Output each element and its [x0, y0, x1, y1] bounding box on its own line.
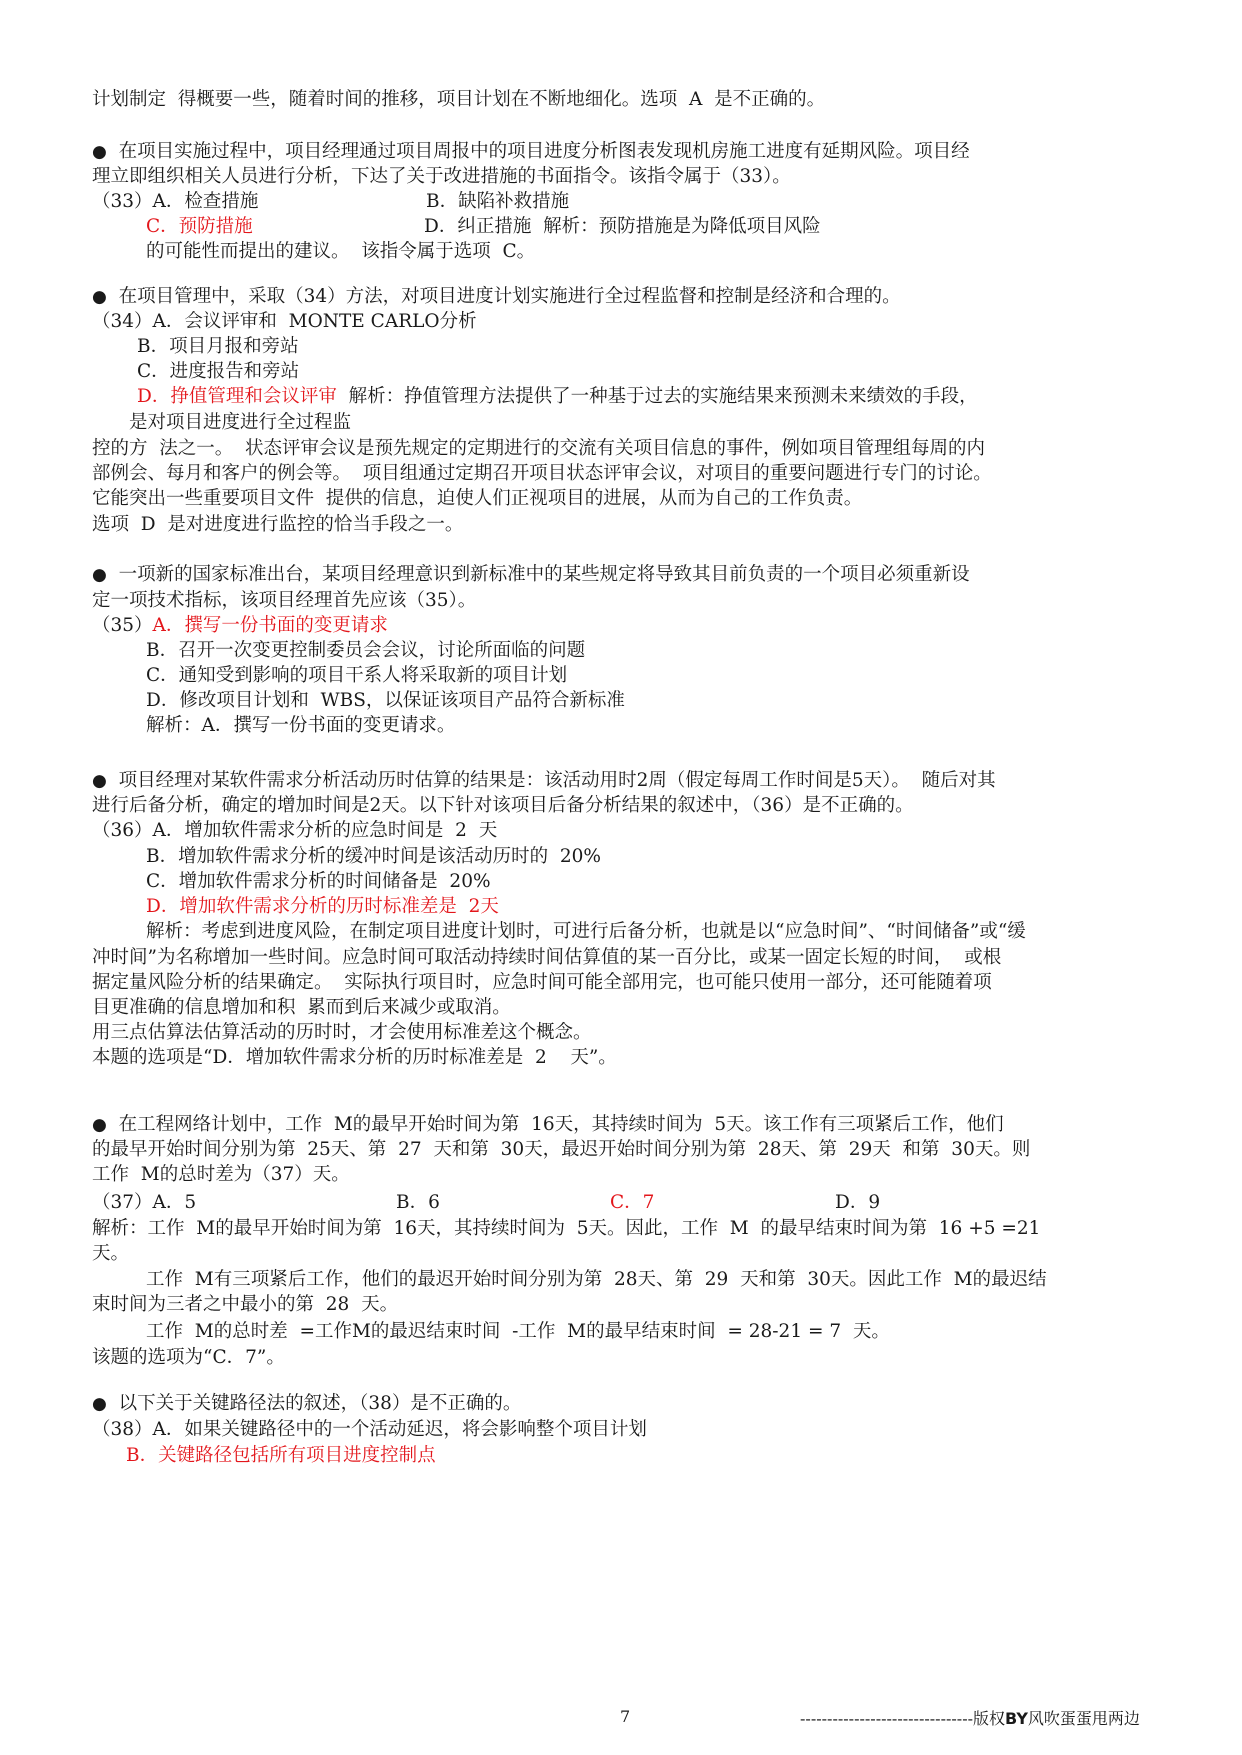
- question-line: ● 以下关于关键路径法的叙述，（38）是不正确的。: [92, 1393, 522, 1414]
- body-line: 该题的选项为“C．7”。: [92, 1347, 285, 1368]
- body-line: 解析：A．撰写一份书面的变更请求。: [146, 715, 456, 736]
- bullet-icon: ●: [92, 771, 107, 791]
- body-line: 解析：考虑到进度风险，在制定项目进度计划时，可进行后备分析，也就是以“应急时间”、“时间储备”或“缓: [146, 921, 1026, 942]
- answer-option: D．增加软件需求分析的历时标准差是 2天: [146, 896, 499, 917]
- option-line: C．增加软件需求分析的时间储备是 20%: [146, 871, 491, 892]
- option-line: B．增加软件需求分析的缓冲时间是该活动历时的 20%: [146, 846, 601, 867]
- bullet-icon: ●: [92, 287, 107, 307]
- option-line: （37）A．5: [92, 1192, 197, 1213]
- option-line: （33）A．检查措施: [92, 191, 259, 212]
- bullet-icon: ●: [92, 142, 107, 162]
- body-line: 用三点估算法估算活动的历时时，才会使用标准差这个概念。: [92, 1022, 592, 1043]
- body-line: 是对项目进度进行全过程监: [129, 412, 352, 433]
- option-line: B．召开一次变更控制委员会会议，讨论所面临的问题: [146, 640, 586, 661]
- body-line: 计划制定 得概要一些，随着时间的推移，项目计划在不断地细化。选项 A 是不正确的。: [92, 89, 826, 110]
- question-line: 理立即组织相关人员进行分析，下达了关于改进措施的书面指令。该指令属于（33）。: [92, 166, 791, 187]
- body-line: 的可能性而提出的建议。 该指令属于选项 C。: [146, 241, 536, 262]
- question-line: ● 一项新的国家标准出台，某项目经理意识到新标准中的某些规定将导致其目前负责的一个项目必须重新设: [92, 564, 970, 585]
- body-line: 选项 D 是对进度进行监控的恰当手段之一。: [92, 514, 464, 535]
- question-line: 进行后备分析，确定的增加时间是2天。以下针对该项目后备分析结果的叙述中，（36）是不正确的。: [92, 795, 914, 816]
- body-line: 据定量风险分析的结果确定。 实际执行项目时，应急时间可能全部用完，也可能只使用一部分，还可能随着项: [92, 972, 992, 993]
- question-line: ● 在项目管理中，采取（34）方法，对项目进度计划实施进行全过程监督和控制是经济和合理的。: [92, 286, 901, 307]
- question-line: ● 在工程网络计划中，工作 M的最早开始时间为第 16天，其持续时间为 5天。该工作有三项紧后工作，他们: [92, 1114, 1004, 1135]
- copyright-notice: --------------------------------版权BY风吹蛋蛋甩两边: [800, 1709, 1140, 1728]
- body-line: 目更准确的信息增加和积 累而到后来减少或取消。: [92, 997, 511, 1018]
- answer-option: C．7: [610, 1192, 655, 1213]
- answer-line: （35）A．撰写一份书面的变更请求: [92, 615, 388, 636]
- body-line: 它能突出一些重要项目文件 提供的信息，迫使人们正视项目的进展，从而为自己的工作负责。: [92, 488, 863, 509]
- question-line: ● 在项目实施过程中，项目经理通过项目周报中的项目进度分析图表发现机房施工进度有延期风险。项目经: [92, 141, 970, 162]
- bullet-icon: ●: [92, 565, 107, 585]
- body-line: 部例会、每月和客户的例会等。 项目组通过定期召开项目状态评审会议，对项目的重要问题进行专门的讨论。: [92, 463, 992, 484]
- body-line: 控的方 法之一。 状态评审会议是预先规定的定期进行的交流有关项目信息的事件，例如项目管理组每周的内: [92, 438, 986, 459]
- answer-option: B．关键路径包括所有项目进度控制点: [126, 1445, 436, 1466]
- body-line: 工作 M有三项紧后工作，他们的最迟开始时间分别为第 28天、第 29 天和第 30天。因此工作 M的最迟结: [146, 1269, 1047, 1290]
- option-line: C．进度报告和旁站: [137, 361, 300, 382]
- answer-option: C．预防措施: [146, 216, 253, 237]
- question-line: 的最早开始时间分别为第 25天、第 27 天和第 30天，最迟开始时间分别为第 28天、第 29天 和第 30天。则: [92, 1139, 1031, 1160]
- question-line: 定一项技术指标，该项目经理首先应该（35）。: [92, 590, 477, 611]
- body-line: 解析：工作 M的最早开始时间为第 16天，其持续时间为 5天。因此，工作 M 的最早结束时间为第 16 +5 =21: [92, 1218, 1041, 1239]
- body-line: 本题的选项是“D．增加软件需求分析的历时标准差是 2 天”。: [92, 1047, 617, 1068]
- option-line: B．项目月报和旁站: [137, 336, 299, 357]
- body-line: 束时间为三者之中最小的第 28 天。: [92, 1294, 399, 1315]
- option-line: （34）A．会议评审和 MONTE CARLO分析: [92, 311, 477, 332]
- body-line: 冲时间”为名称增加一些时间。应急时间可取活动持续时间估算值的某一百分比，或某一固定长短的时间， 或根: [92, 947, 1002, 968]
- question-line: 工作 M的总时差为（37）天。: [92, 1164, 350, 1185]
- body-line: 工作 M的总时差 =工作M的最迟结束时间 -工作 M的最早结束时间 = 28-21 = 7 天。: [146, 1321, 890, 1342]
- option-line: D．9: [835, 1192, 881, 1213]
- option-line: B．6: [396, 1192, 440, 1213]
- answer-option: D．挣值管理和会议评审: [137, 386, 337, 407]
- bullet-icon: ●: [92, 1115, 107, 1135]
- question-line: ● 项目经理对某软件需求分析活动历时估算的结果是：该活动用时2周（假定每周工作时间是5天）。 随后对其: [92, 770, 996, 791]
- answer-line: D．挣值管理和会议评审 解析：挣值管理方法提供了一种基于过去的实施结果来预测未来绩效的手段，: [137, 386, 978, 407]
- option-line: D．修改项目计划和 WBS，以保证该项目产品符合新标准: [146, 690, 625, 711]
- option-line: （38）A．如果关键路径中的一个活动延迟，将会影响整个项目计划: [92, 1419, 647, 1440]
- page-number: 7: [620, 1707, 631, 1726]
- option-line: C．通知受到影响的项目干系人将采取新的项目计划: [146, 665, 568, 686]
- option-line: B．缺陷补救措施: [426, 191, 570, 212]
- answer-option: A．撰写一份书面的变更请求: [152, 615, 388, 636]
- option-line: （36）A．增加软件需求分析的应急时间是 2 天: [92, 820, 498, 841]
- body-line: 天。: [92, 1243, 130, 1264]
- option-line: D．纠正措施 解析：预防措施是为降低项目风险: [424, 216, 821, 237]
- copyright-dashes: --------------------------------: [800, 1709, 973, 1728]
- bullet-icon: ●: [92, 1394, 107, 1414]
